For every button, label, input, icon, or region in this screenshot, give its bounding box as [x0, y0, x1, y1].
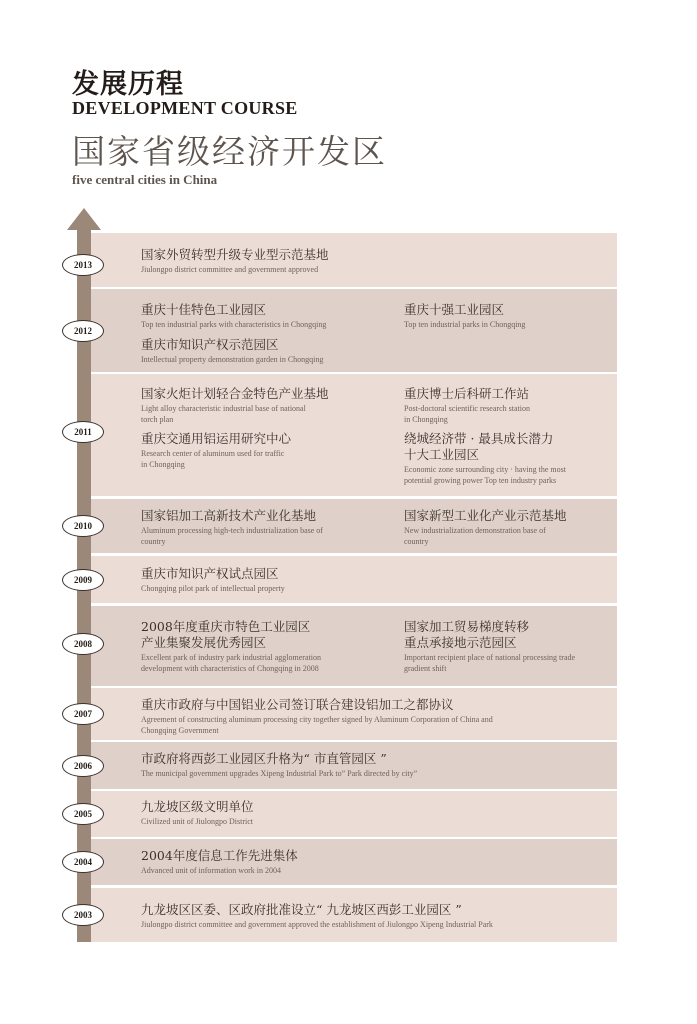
- entry-desc-en: Top ten industrial parks with characteristics in Chongqing: [141, 320, 327, 329]
- year-badge-2008: 2008: [62, 633, 104, 655]
- entry-title-cn: 市政府将西彭工业园区升格为“ 市直管园区 ”: [141, 751, 387, 766]
- entry-title-cn: 绕城经济带 · 最具成长潜力十大工业园区: [404, 431, 554, 462]
- timeline-entry: [141, 566, 285, 594]
- year-badge-2013: 2013: [62, 254, 104, 276]
- timeline-entry: [141, 697, 521, 736]
- timeline-entry: [141, 619, 356, 674]
- entry-title-cn: 重庆市知识产权试点园区: [141, 566, 279, 581]
- timeline-entry: [141, 431, 291, 470]
- entry-title-cn: 国家加工贸易梯度转移重点承接地示范园区: [404, 619, 530, 650]
- page-subtitle-cn: 国家省级经济开发区: [72, 132, 387, 171]
- year-badge-2006: 2006: [62, 755, 104, 777]
- year-badge-2007: 2007: [62, 703, 104, 725]
- entry-title-cn: 国家铝加工高新技术产业化基地: [141, 508, 317, 523]
- entry-desc-en: Light alloy characteristic industrial base of national torch plan: [141, 404, 306, 424]
- page-title-en: DEVELOPMENT COURSE: [72, 98, 298, 118]
- entry-desc-en: Post-doctoral scientific research station in Chongqing: [404, 404, 530, 424]
- entry-title-cn: 重庆市知识产权示范园区: [141, 337, 279, 352]
- entry-desc-en: Intellectual property demonstration garden in Chongqing: [141, 355, 324, 364]
- timeline-entry: [141, 247, 329, 275]
- entry-title-cn: 重庆十强工业园区: [404, 302, 505, 317]
- page-subtitle-en: five central cities in China: [72, 172, 218, 187]
- entry-desc-en: Economic zone surrounding city · having the most potential growing power Top ten industry parks: [404, 465, 566, 485]
- entry-title-cn: 国家外贸转型升级专业型示范基地: [141, 247, 329, 262]
- timeline-entry: [404, 386, 534, 425]
- entry-title-cn: 九龙坡区区委、区政府批准设立“ 九龙坡区西彭工业园区 ”: [141, 902, 462, 917]
- timeline-entry: [141, 902, 493, 930]
- entry-title-cn: 重庆交通用铝运用研究中心: [141, 431, 292, 446]
- entry-title-cn: 重庆市政府与中国铝业公司签订联合建设铝加工之都协议: [141, 697, 454, 712]
- entry-desc-en: Important recipient place of national processing trade gradient shift: [404, 653, 576, 673]
- entry-title-cn: 重庆博士后科研工作站: [404, 386, 530, 401]
- entry-title-cn: 国家新型工业化产业示范基地: [404, 508, 567, 523]
- entry-desc-en: Jiulongpo district committee and government approved: [141, 265, 319, 274]
- timeline-entry: [141, 751, 417, 779]
- entry-desc-en: Top ten industrial parks in Chongqing: [404, 320, 526, 329]
- timeline-entry: [141, 508, 341, 547]
- timeline-entry: [141, 799, 254, 827]
- timeline-entry: [141, 386, 329, 425]
- year-badge-2003: 2003: [62, 904, 104, 926]
- entry-desc-en: Chongqing pilot park of intellectual property: [141, 584, 285, 593]
- year-badge-2004: 2004: [62, 851, 104, 873]
- entry-title-cn: 国家火炬计划轻合金特色产业基地: [141, 386, 329, 401]
- entry-desc-en: Aluminum processing high-tech industrialization base of country: [141, 526, 323, 546]
- timeline-entry: [404, 619, 584, 674]
- entry-desc-en: Advanced unit of information work in 2004: [141, 866, 281, 875]
- entry-desc-en: Jiulongpo district committee and government approved the establishment of Jiulongpo Xipeng Industrial Park: [141, 920, 493, 929]
- timeline-entry: [404, 431, 594, 486]
- page-title-cn: 发展历程: [72, 69, 184, 100]
- entry-desc-en: The municipal government upgrades Xipeng Industrial Park to” Park directed by city”: [141, 769, 418, 778]
- timeline-entry: [404, 302, 525, 330]
- year-badge-2009: 2009: [62, 569, 104, 591]
- year-badge-2005: 2005: [62, 803, 104, 825]
- entry-title-cn: 2008年度重庆市特色工业园区产业集聚发展优秀园区: [141, 619, 311, 650]
- entry-desc-en: Excellent park of industry park industrial agglomeration development with characteristics of Chongqing in 2008: [141, 653, 321, 673]
- entry-title-cn: 重庆十佳特色工业园区: [141, 302, 267, 317]
- timeline-entry: [141, 337, 323, 365]
- entry-desc-en: Agreement of constructing aluminum processing city together signed by Aluminum Corporation of China and Chongqing Government: [141, 715, 493, 735]
- timeline-entry: [141, 848, 298, 876]
- timeline-arrow-head: [67, 208, 101, 230]
- entry-desc-en: Research center of aluminum used for traffic in Chongqing: [141, 449, 285, 469]
- year-badge-2012: 2012: [62, 320, 104, 342]
- timeline-entry: [404, 508, 567, 547]
- year-badge-2010: 2010: [62, 515, 104, 537]
- entry-desc-en: Civilized unit of Jiulongpo District: [141, 817, 253, 826]
- year-badge-2011: 2011: [62, 421, 104, 443]
- timeline-entry: [141, 302, 326, 330]
- entry-desc-en: New industrialization demonstration base of country: [404, 526, 546, 546]
- entry-title-cn: 九龙坡区级文明单位: [141, 799, 254, 814]
- entry-title-cn: 2004年度信息工作先进集体: [141, 848, 298, 863]
